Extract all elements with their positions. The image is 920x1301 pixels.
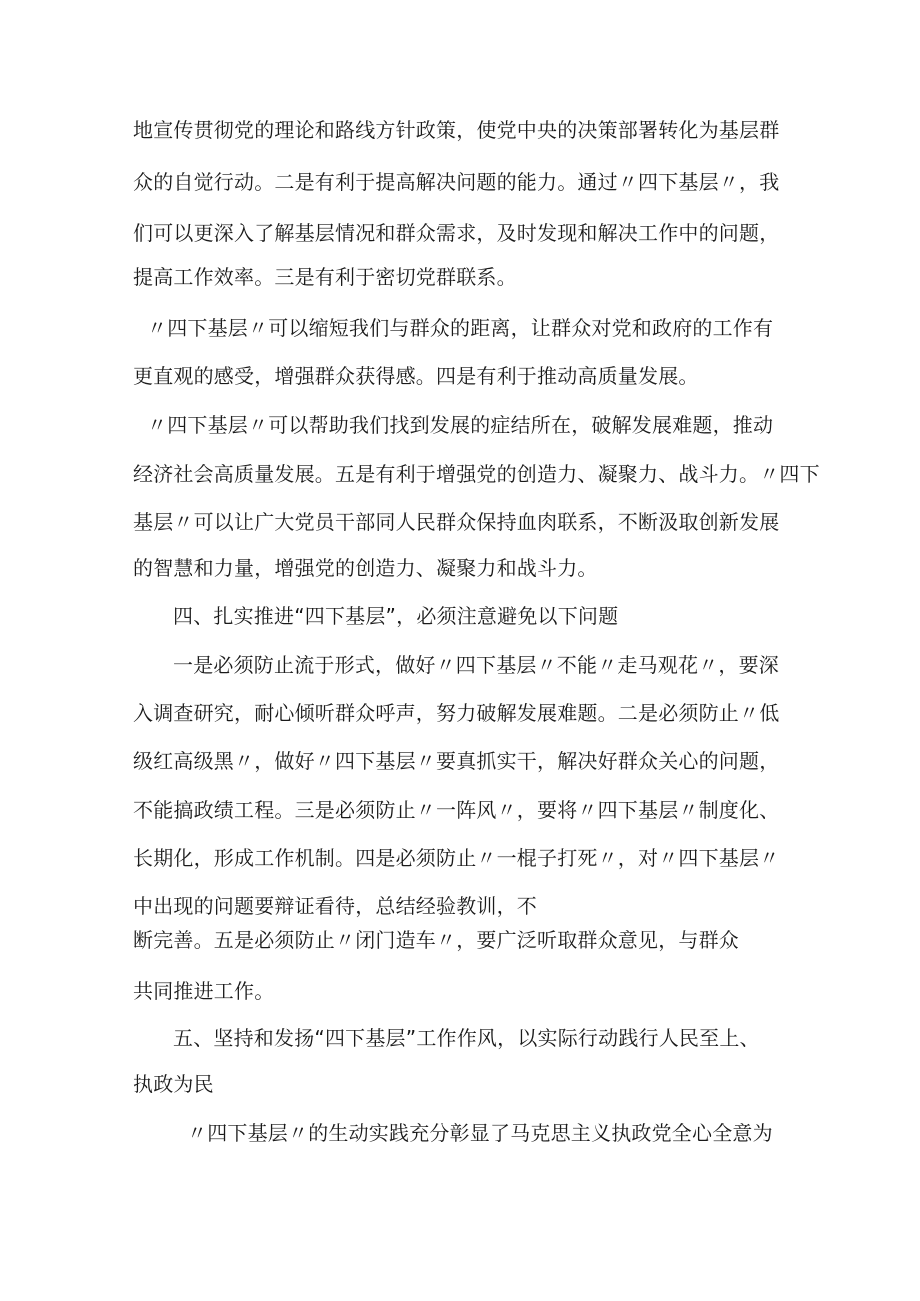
text-line-17: 中出现的问题要辩证看待，总结经验教训，不 bbox=[133, 894, 537, 918]
text-line-18: 断完善。五是必须防止〃闭门造车〃，要广泛听取群众意见，与群众 bbox=[133, 928, 739, 952]
text-line-9: 基层〃可以让广大党员干部同人民群众保持血肉联系，不断汲取创新发展 bbox=[133, 510, 780, 534]
section-heading-4: 四、扎实推进“四下基层”，必须注意避免以下问题 bbox=[173, 604, 619, 628]
text-line-12: 一是必须防止流于形式，做好〃四下基层〃不能〃走马观花〃，要深 bbox=[173, 653, 779, 677]
text-line-19: 共同推进工作。 bbox=[133, 979, 275, 1003]
text-line-13: 入调查研究，耐心倾听群众呼声，努力破解发展难题。二是必须防止〃低 bbox=[133, 701, 780, 725]
section-heading-5: 五、坚持和发扬“四下基层”工作作风，以实际行动践行人民至上、 bbox=[173, 1026, 760, 1050]
text-line-8: 经济社会高质量发展。五是有利于增强党的创造力、凝聚力、战斗力。〃四下 bbox=[133, 462, 820, 486]
text-line-6: 更直观的感受，增强群众获得感。四是有利于推动高质量发展。 bbox=[133, 364, 699, 388]
text-line-1: 地宣传贯彻党的理论和路线方针政策，使党中央的决策部署转化为基层群 bbox=[133, 118, 780, 142]
text-line-5: 〃四下基层〃可以缩短我们与群众的距离，让群众对党和政府的工作有 bbox=[147, 316, 774, 340]
text-line-14: 级红高级黑〃，做好〃四下基层〃要真抓实干，解决好群众关心的问题， bbox=[133, 749, 780, 773]
text-line-22: 〃四下基层〃的生动实践充分彰显了马克思主义执政党全心全意为 bbox=[187, 1121, 773, 1145]
section-heading-5-cont: 执政为民 bbox=[133, 1072, 214, 1096]
text-line-2: 众的自觉行动。二是有利于提高解决问题的能力。通过〃四下基层〃，我 bbox=[133, 170, 780, 194]
text-line-10: 的智慧和力量，增强党的创造力、凝聚力和战斗力。 bbox=[133, 556, 598, 580]
text-line-16: 长期化，形成工作机制。四是必须防止〃一棍子打死〃，对〃四下基层〃 bbox=[133, 846, 780, 870]
text-line-15: 不能搞政绩工程。三是必须防止〃一阵风〃，要将〃四下基层〃制度化、 bbox=[133, 798, 780, 822]
text-line-7: 〃四下基层〃可以帮助我们找到发展的症结所在，破解发展难题，推动 bbox=[147, 413, 774, 437]
text-line-4: 提高工作效率。三是有利于密切党群联系。 bbox=[133, 265, 517, 289]
text-line-3: 们可以更深入了解基层情况和群众需求，及时发现和解决工作中的问题， bbox=[133, 221, 780, 245]
